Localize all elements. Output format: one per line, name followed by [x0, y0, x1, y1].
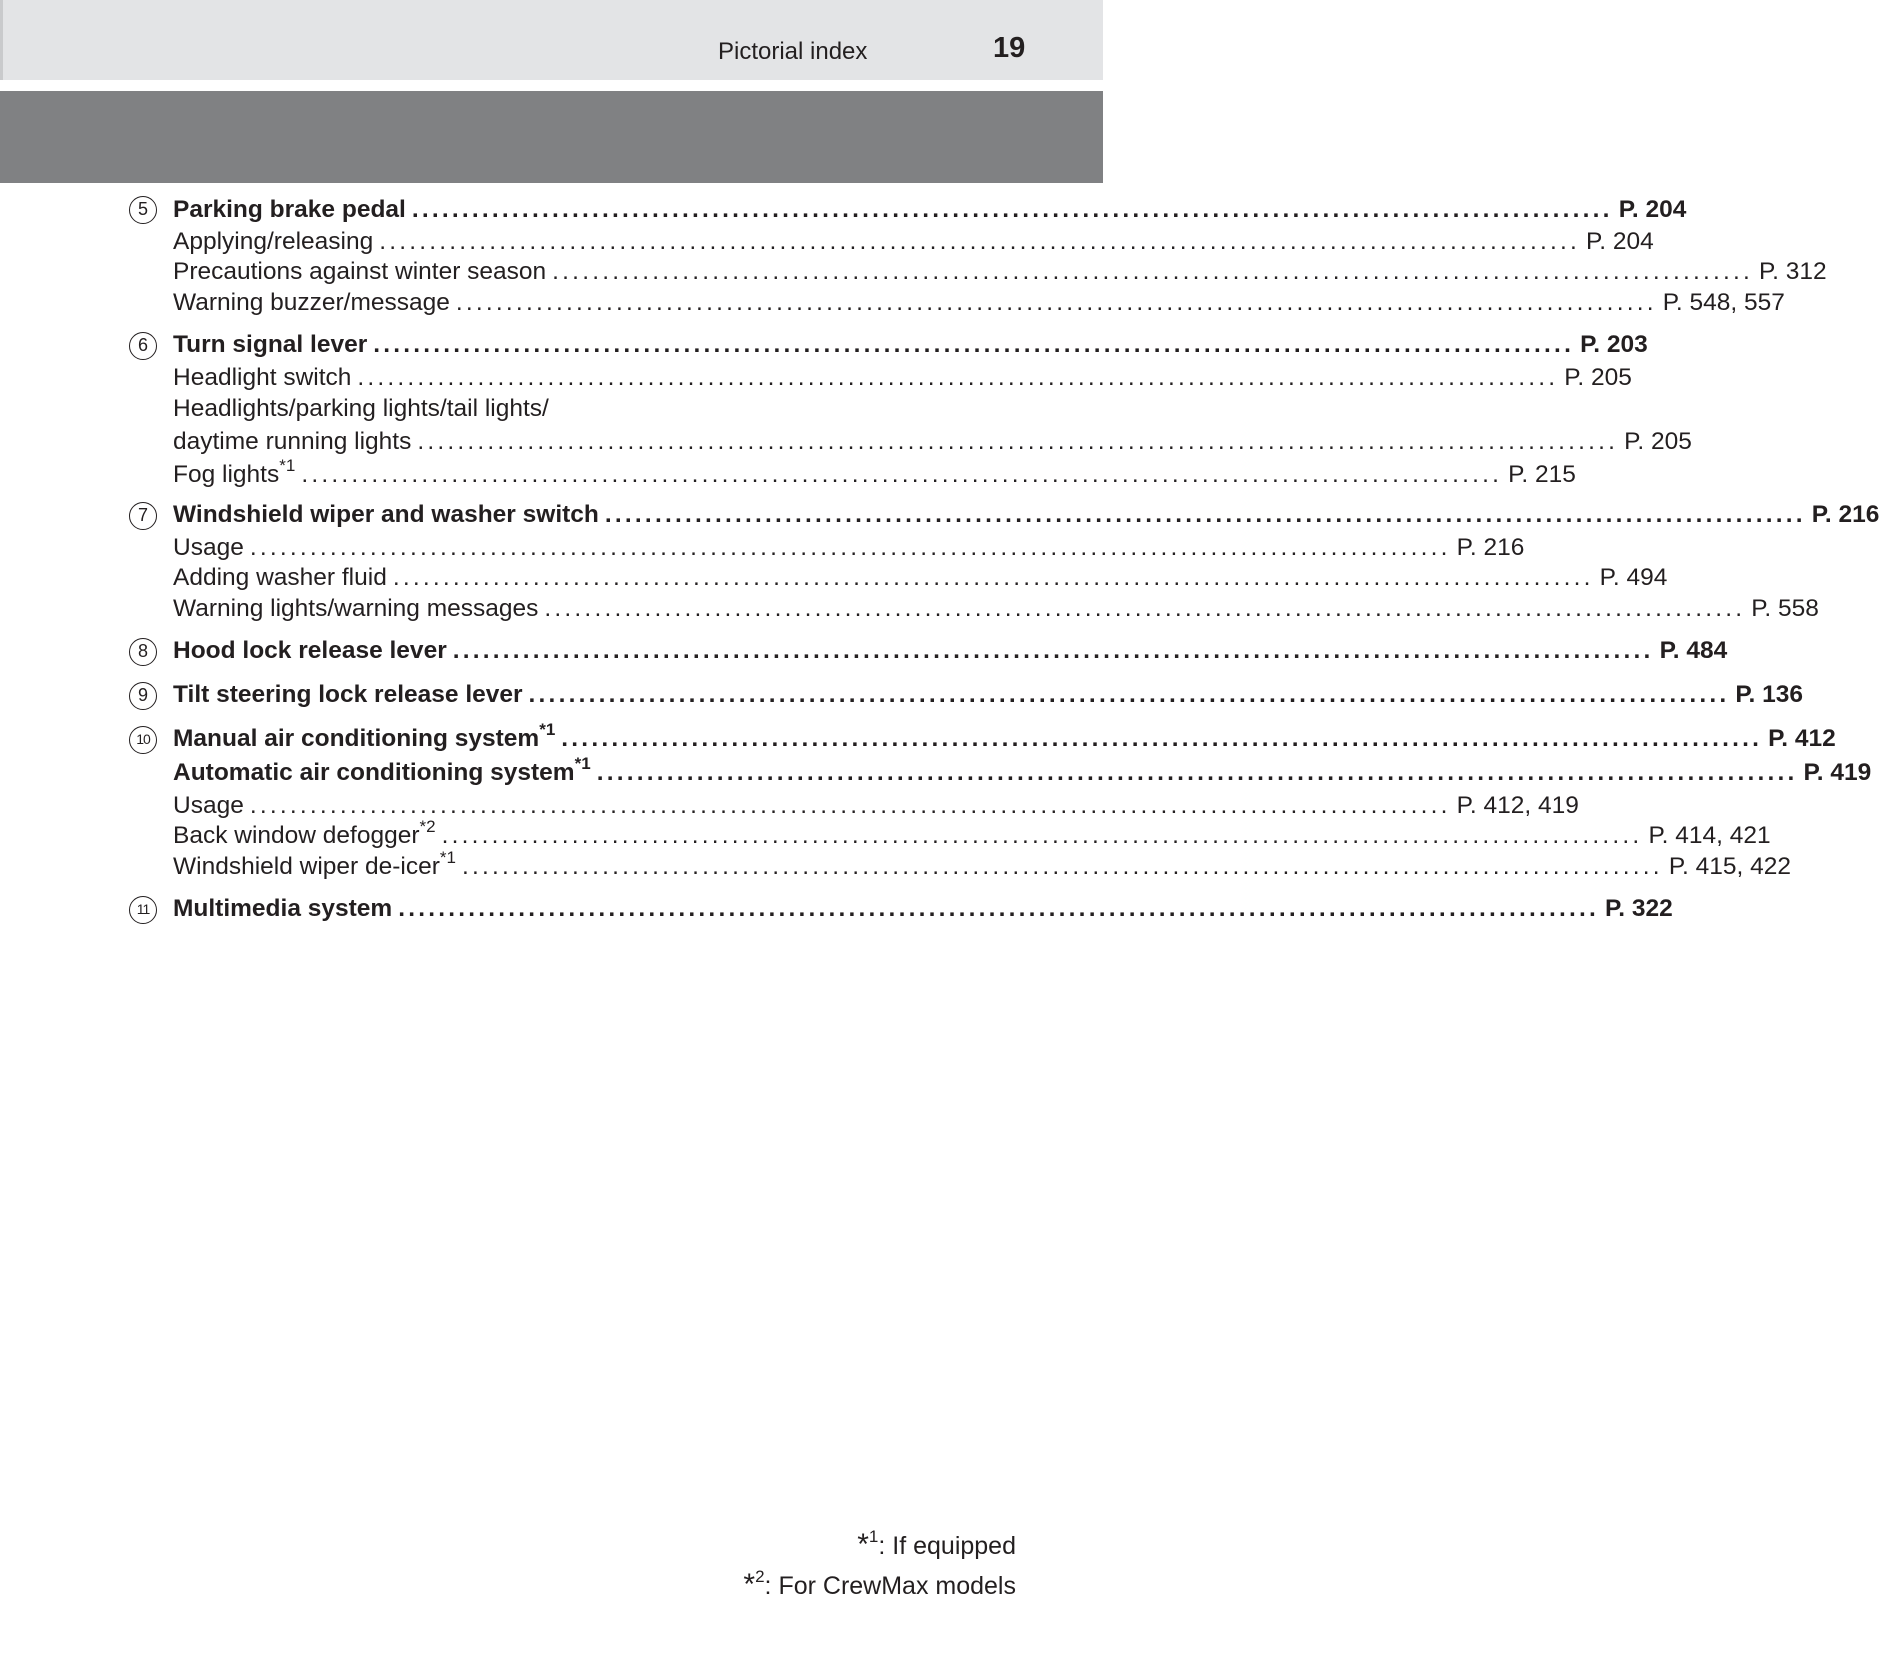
dot-leader: ........................................................................................................................: [461, 853, 1663, 880]
asterisk-mark: *: [574, 754, 582, 773]
entry-page: P. 215: [1508, 461, 1576, 488]
entry-label: [173, 848, 456, 883]
entry-page: P. 322: [1605, 895, 1673, 922]
footnote-ref: 1: [545, 720, 556, 739]
asterisk-mark: *: [439, 848, 447, 867]
dot-leader: ........................................................................................................................: [373, 331, 1575, 358]
dot-leader: ........................................................................................................................: [561, 725, 1763, 752]
dot-leader: ........................................................................................................................: [379, 228, 1581, 255]
index-subentry[interactable]: [173, 456, 1576, 491]
header-edge: [0, 0, 3, 80]
label-text: Back window defogger: [173, 822, 420, 849]
dot-leader: ........................................................................................................................: [392, 564, 1594, 591]
label-text: Automatic air conditioning system: [173, 759, 575, 786]
page-number: 19: [993, 32, 1026, 64]
dot-leader: ........................................................................................................................: [455, 289, 1657, 316]
entry-page: P. 204: [1586, 228, 1654, 255]
index-subentry[interactable]: [173, 287, 1785, 319]
entry-label: Tilt steering lock release lever: [173, 681, 523, 708]
entry-label: Headlight switch: [173, 364, 352, 391]
item-number-badge: 10: [129, 726, 157, 754]
entry-label: Headlights/parking lights/tail lights/: [173, 395, 549, 422]
entry-page: P. 205: [1624, 428, 1692, 455]
dot-leader: ........................................................................................................................: [398, 895, 1600, 922]
footnote: [743, 1568, 1016, 1608]
item-number-badge: 11: [129, 896, 157, 924]
label-text: Fog lights: [173, 461, 280, 488]
item-number-badge: 8: [129, 638, 157, 666]
asterisk-mark: *: [419, 817, 427, 836]
entry-page: P. 216: [1456, 534, 1525, 561]
section-title: Pictorial index: [718, 38, 868, 65]
dot-leader: ........................................................................................................................: [411, 196, 1613, 223]
item-number-badge: 9: [129, 682, 157, 710]
entry-label: Turn signal lever: [173, 331, 368, 358]
entry-label: Hood lock release lever: [173, 637, 447, 664]
section-band: [0, 91, 1103, 183]
dot-leader: ........................................................................................................................: [552, 258, 1753, 285]
item-number-badge: 5: [129, 196, 157, 224]
entry-page: P. 205: [1564, 364, 1632, 391]
index-entry[interactable]: [173, 679, 1804, 711]
entry-page: P. 419: [1803, 759, 1872, 786]
index-subentry[interactable]: [173, 226, 1654, 258]
entry-label: [173, 754, 591, 789]
index-subentry[interactable]: [173, 532, 1525, 564]
entry-label: Windshield wiper and washer switch: [173, 501, 599, 528]
footnote-ref: 1: [446, 848, 456, 867]
index-subentry[interactable]: [173, 362, 1632, 394]
footnote-mark: 2: [755, 1567, 765, 1586]
footnote-ref: 1: [285, 456, 296, 475]
footnote: [743, 1528, 1016, 1568]
index-entry[interactable]: [173, 893, 1673, 925]
index-subentry[interactable]: [173, 593, 1819, 625]
asterisk-mark: *: [539, 720, 546, 739]
footnote-ref: 2: [426, 817, 436, 836]
dot-leader: ........................................................................................................................: [441, 822, 1643, 849]
index-entry[interactable]: [173, 635, 1728, 667]
entry-label: Usage: [173, 534, 244, 561]
item-number-badge: 6: [129, 332, 157, 360]
dot-leader: ........................................................................................................................: [301, 461, 1503, 488]
dot-leader: ........................................................................................................................: [249, 534, 1451, 561]
entry-label: Parking brake pedal: [173, 196, 406, 223]
index-subentry[interactable]: [173, 817, 1771, 852]
label-text: Windshield wiper de-icer: [173, 853, 440, 880]
entry-page: P. 494: [1599, 564, 1668, 591]
asterisk-mark: *: [743, 1568, 756, 1601]
footnotes: [743, 1528, 1016, 1608]
entry-page: P. 415, 422: [1668, 853, 1791, 880]
entry-label: Warning buzzer/message: [173, 289, 450, 316]
dot-leader: ........................................................................................................................: [249, 792, 1451, 819]
index-entry[interactable]: [173, 329, 1648, 361]
dot-leader: ........................................................................................................................: [357, 364, 1559, 391]
entry-page: P. 216: [1811, 501, 1879, 528]
entry-page: P. 312: [1759, 258, 1827, 285]
asterisk-mark: *: [857, 1528, 869, 1561]
footnote-text: : If equipped: [878, 1532, 1016, 1560]
dot-leader: ........................................................................................................................: [452, 637, 1654, 664]
entry-label: Precautions against winter season: [173, 258, 547, 285]
dot-leader: ........................................................................................................................: [544, 595, 1746, 622]
entry-page: P. 412: [1768, 725, 1836, 752]
entry-label: Applying/releasing: [173, 228, 374, 255]
footnote-mark: 1: [868, 1527, 879, 1546]
entry-page: P. 548, 557: [1662, 289, 1785, 316]
item-number-badge: 7: [129, 502, 157, 530]
index-entry[interactable]: [173, 754, 1872, 789]
header-band: [0, 0, 1103, 80]
entry-page: P. 412, 419: [1456, 792, 1579, 819]
footnote-text: : For CrewMax models: [764, 1572, 1016, 1600]
entry-label: [173, 817, 436, 852]
index-subentry[interactable]: [173, 562, 1668, 594]
index-entry[interactable]: [173, 720, 1836, 755]
entry-page: P. 203: [1580, 331, 1648, 358]
footnote-ref: 1: [581, 754, 591, 773]
entry-page: P. 204: [1618, 196, 1687, 223]
index-subentry[interactable]: [173, 790, 1579, 822]
dot-leader: ........................................................................................................................: [417, 428, 1619, 455]
index-subentry[interactable]: [173, 256, 1827, 288]
index-entry[interactable]: [173, 194, 1687, 226]
entry-page: P. 136: [1735, 681, 1804, 708]
entry-label: Adding washer fluid: [173, 564, 387, 591]
entry-label: Warning lights/warning messages: [173, 595, 539, 622]
entry-label: daytime running lights: [173, 428, 412, 455]
entry-page: P. 414, 421: [1648, 822, 1771, 849]
entry-page: P. 484: [1659, 637, 1728, 664]
index-subentry[interactable]: [173, 848, 1791, 883]
entry-label: [173, 456, 296, 491]
dot-leader: ........................................................................................................................: [604, 501, 1806, 528]
index-subentry[interactable]: [173, 426, 1692, 458]
dot-leader: ........................................................................................................................: [528, 681, 1730, 708]
index-subentry: [173, 393, 968, 425]
entry-label: [173, 720, 556, 755]
entry-page: P. 558: [1751, 595, 1819, 622]
entry-label: Multimedia system: [173, 895, 393, 922]
dot-leader: ........................................................................................................................: [596, 759, 1798, 786]
index-entry[interactable]: [173, 499, 1879, 531]
label-text: Manual air conditioning system: [173, 725, 540, 752]
asterisk-mark: *: [279, 456, 286, 475]
entry-label: Usage: [173, 792, 244, 819]
